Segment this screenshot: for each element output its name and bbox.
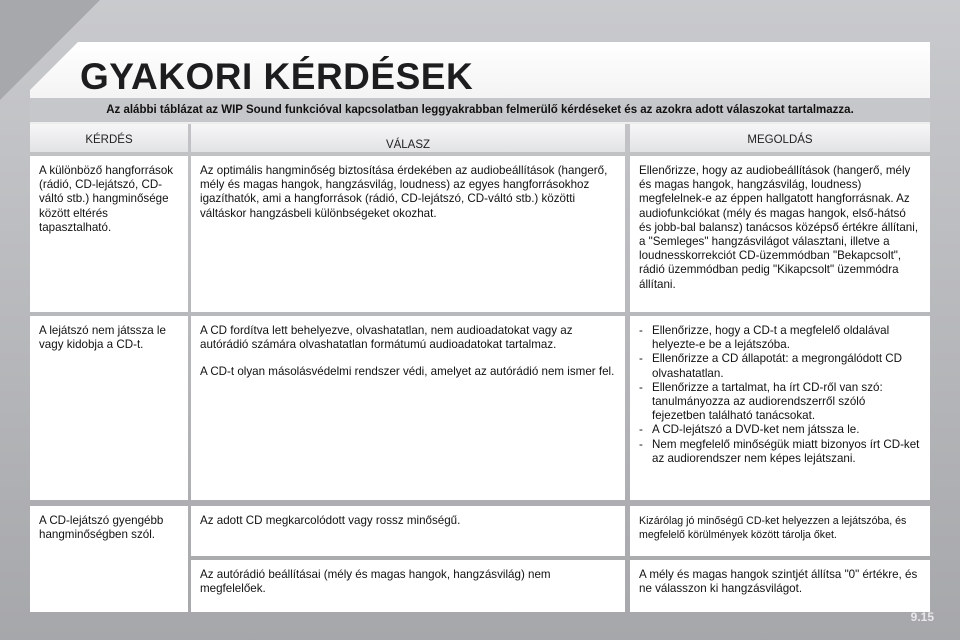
- column-header-solution: [630, 124, 930, 152]
- row-1-answer: Az optimális hangminőség biztosítása érdekében az audiobeállítások (hangerő, mély és magas hangok, hangzásvilág, loudness) az egyes hangforrásokhoz igazíthatók, ami a hangforrások (rádió, CD-lejátszó, CD-váltó stb.) közötti váltáskor hangzásbeli különbségeket okozhat.: [200, 164, 608, 220]
- row-3-answer-cell: [191, 506, 625, 556]
- row-1-solution-cell: [630, 156, 930, 312]
- column-header-solution-label: MEGOLDÁS: [747, 134, 813, 146]
- row-2-solution-cell: [630, 316, 930, 500]
- list-item: - Ellenőrizze a tartalmat, ha írt CD-ről van szó: tanulmányozza az audiorendszerről szóló fejezetben található tanácsokat.: [639, 381, 921, 424]
- column-header-answer: [191, 124, 625, 152]
- row-2-question: A lejátszó nem játssza le vagy kidobja a CD-t.: [39, 324, 166, 352]
- list-item: - Ellenőrizze, hogy a CD-t a megfelelő oldalával helyezte-e be a lejátszóba.: [639, 324, 921, 352]
- row-1-question-cell: [30, 156, 188, 312]
- column-header-question: [30, 124, 188, 152]
- row-2-solution-list: [639, 324, 921, 466]
- row-1-answer-cell: [191, 156, 625, 312]
- page-number: 9.15: [910, 610, 934, 624]
- row-4-answer-cell: [191, 560, 625, 612]
- row-2-answer-2: A CD-t olyan másolásvédelmi rendszer védi, amelyet az autórádió nem ismer fel.: [200, 365, 615, 379]
- row-4-answer: Az autórádió beállításai (mély és magas hangok, hangzásvilág) nem megfelelőek.: [200, 568, 551, 596]
- row-3-question-cell: [30, 506, 188, 612]
- row-3-question: A CD-lejátszó gyengébb hangminőségben szól.: [39, 514, 164, 542]
- row-3-answer: Az adott CD megkarcolódott vagy rossz minőségű.: [200, 514, 461, 527]
- row-2-question-cell: [30, 316, 188, 500]
- list-item: - A CD-lejátszó a DVD-ket nem játssza le.: [639, 423, 921, 437]
- row-4-solution: A mély és magas hangok szintjét állítsa "0" értékre, és ne válasszon ki hangzásvilágot.: [639, 568, 918, 596]
- list-item: - Ellenőrizze a CD állapotát: a megrongálódott CD olvashatatlan.: [639, 352, 921, 380]
- row-4-solution-cell: [630, 560, 930, 612]
- row-2-answer-cell: [191, 316, 625, 500]
- row-3-solution-cell: [630, 506, 930, 556]
- row-1-question: A különböző hangforrások (rádió, CD-lejátszó, CD-váltó stb.) hangminősége között eltérés tapasztalható.: [39, 164, 174, 234]
- page-title: GYAKORI KÉRDÉSEK: [80, 56, 474, 97]
- row-3-solution: Kizárólag jó minőségű CD-ket helyezzen a lejátszóba, és megfelelő körülmények között tárolja őket.: [639, 515, 907, 541]
- column-header-question-label: KÉRDÉS: [85, 134, 133, 146]
- page-subtitle: Az alábbi táblázat az WIP Sound funkcióval kapcsolatban leggyakrabban felmerülő kérdéseket és az azokra adott válaszokat tartalmazza.: [30, 98, 930, 122]
- list-item: - Nem megfelelő minőségük miatt bizonyos írt CD-ket az audiorendszer nem képes lejátszani.: [639, 438, 921, 466]
- row-2-answer: A CD fordítva lett behelyezve, olvashatatlan, nem audioadatokat vagy az autórádió számára olvashatatlan formátumú audioadatokat tartalmaz.: [200, 324, 573, 352]
- row-1-solution: Ellenőrizze, hogy az audiobeállítások (hangerő, mély és magas hangok, hangzásvilág, loudness) megfelelnek-e az éppen hallgatott hangforrásnak. Az audiofunkciókat (mély és magas hangok, első-hátsó és jobb-bal balansz) tanácsos középső értékre állítani, a "Semleges" hangzásvilágot választani, illetve a loudnesskorrekciót CD-üzemmódban "Bekapcsolt", rádió üzemmódban pedig "Kikapcsolt" üzemmódra állítani.: [639, 164, 919, 291]
- column-header-answer-label: VÁLASZ: [385, 139, 431, 151]
